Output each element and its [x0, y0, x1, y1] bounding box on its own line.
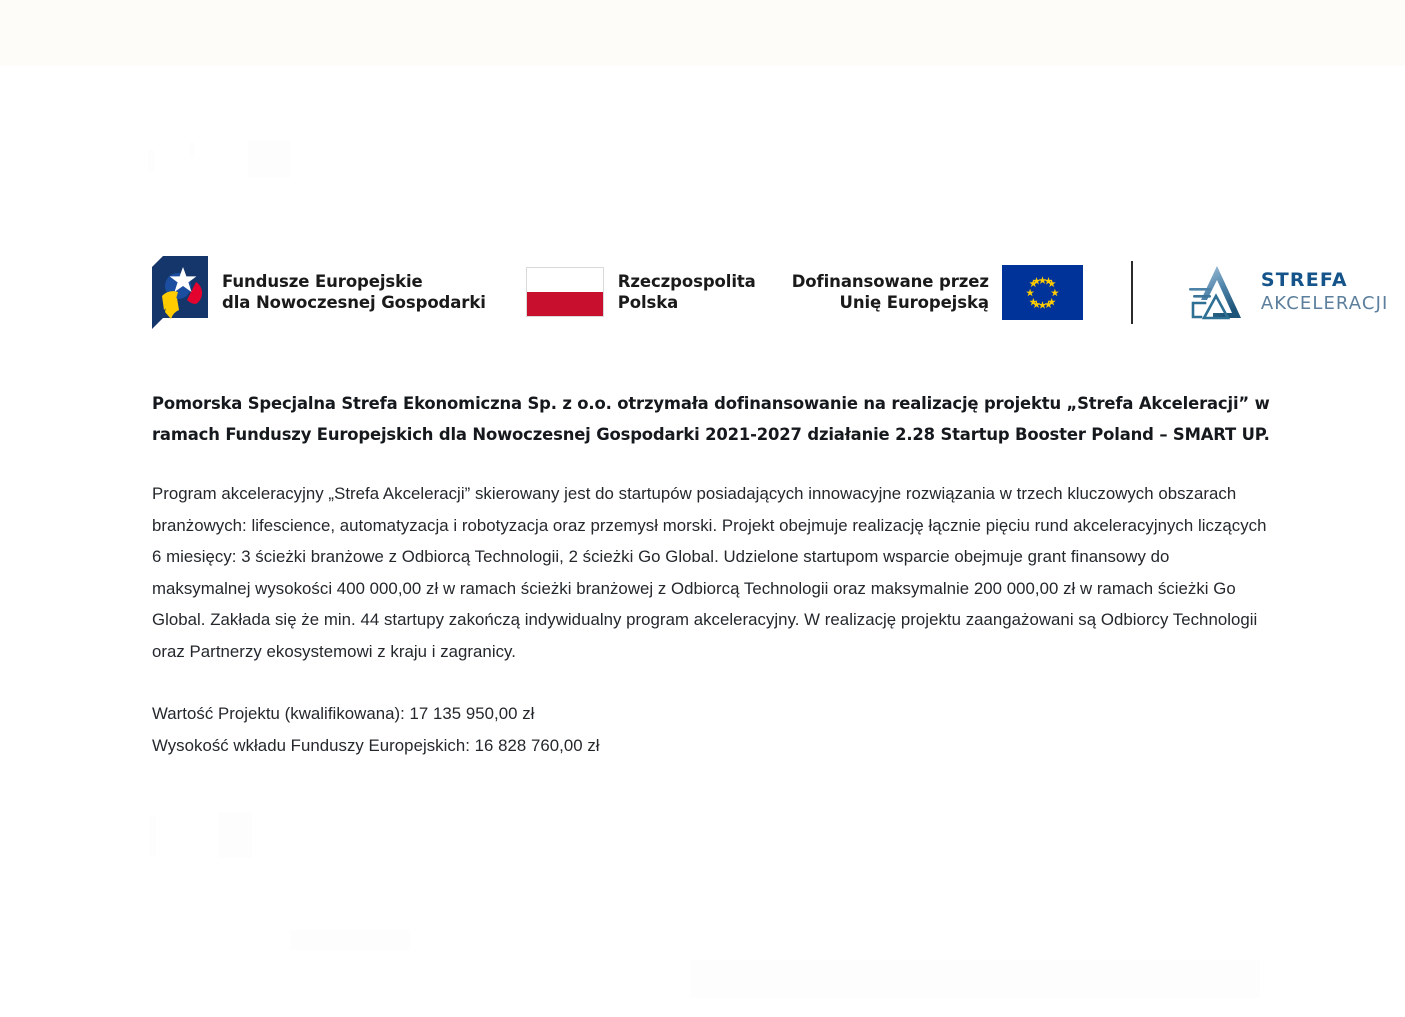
- strefa-label-line1: STREFA: [1260, 269, 1348, 291]
- rzeczpospolita-polska-label: [618, 271, 756, 313]
- watermark-artifact-top-right: [248, 140, 290, 178]
- logo-unia-europejska: [792, 265, 1083, 320]
- project-value-line: Wartość Projektu (kwalifikowana): 17 135 950,00 zł: [152, 704, 535, 723]
- strefa-label-line2: AKCELERACJI: [1260, 293, 1389, 314]
- watermark-artifact-bottom-left: [150, 815, 156, 857]
- logo-fundusze-europejskie: [152, 256, 486, 329]
- rp-label-line1: Rzeczpospolita: [617, 271, 756, 291]
- poland-flag-icon: [526, 267, 604, 317]
- funding-logo-strip: [152, 248, 1389, 336]
- eu-label-line1: Dofinansowane przez: [791, 271, 989, 291]
- unia-europejska-label: [792, 271, 989, 313]
- fundusze-europejskie-star-mark: [152, 256, 208, 329]
- top-accent-band: [0, 0, 1405, 66]
- document-content: [152, 388, 1270, 761]
- fe-label-line1: Fundusze Europejskie: [222, 271, 423, 291]
- logo-rzeczpospolita-polska: [526, 267, 756, 317]
- eu-contribution-line: Wysokość wkładu Funduszy Europejskich: 16 828 760,00 zł: [152, 735, 600, 755]
- strefa-akceleracji-arrow-mark: [1183, 262, 1245, 322]
- european-union-flag-icon: [1002, 265, 1083, 320]
- eu-label-line2: Unię Europejską: [839, 293, 989, 312]
- watermark-artifact-bottom-mid: [218, 812, 252, 858]
- fundusze-europejskie-label: [222, 271, 486, 313]
- poland-flag-red-stripe: [527, 292, 603, 316]
- lead-paragraph: Pomorska Specjalna Strefa Ekonomiczna Sp. z o.o. otrzymała dofinansowanie na realizację projektu „Strefa Akceleracji” w ramach Funduszy Europejskich dla Nowoczesnej Gospodarki 2021-2027 działanie 2.28 Startup Booster Poland – SMART UP.: [152, 394, 1270, 444]
- poland-flag-white-stripe: [527, 268, 603, 292]
- body-paragraph: Program akceleracyjny „Strefa Akceleracji” skierowany jest do startupów posiadających innowacyjne rozwiązania w trzech kluczowych obszarach branżowych: lifescience, automatyzacja i robotyzacja oraz przemysł morski. Projekt obejmuje realizację łącznie pięciu rund akceleracyjnych liczących 6 miesięcy: 3 ścieżki branżowe z Odbiorcą Technologii, 2 ścieżki Go Global. Udzielone startupom wsparcie obejmuje grant finansowy do maksymalnej wysokości 400 000,00 zł w ramach ścieżki branżowej z Odbiorcą Technologii oraz maksymalnie 200 000,00 zł w ramach ścieżki Go Global. Zakłada się że min. 44 startupy zakończą indywidualny program akceleracyjny. W realizację projektu zaangażowani są Odbiorcy Technologii oraz Partnerzy ekosystemowi z kraju i zagranicy.: [152, 484, 1267, 661]
- logo-strip-divider: [1131, 261, 1133, 324]
- watermark-artifact-bottom-small: [290, 930, 410, 950]
- logo-strefa-akceleracji: [1183, 262, 1389, 322]
- watermark-artifact-top-mid: [190, 142, 194, 158]
- strefa-akceleracji-label: [1261, 271, 1389, 313]
- watermark-artifact-bottom-band: [690, 960, 1260, 998]
- watermark-artifact-top-left: [148, 150, 154, 172]
- fe-label-line2: dla Nowoczesnej Gospodarki: [222, 293, 486, 312]
- rp-label-line2: Polska: [617, 293, 679, 312]
